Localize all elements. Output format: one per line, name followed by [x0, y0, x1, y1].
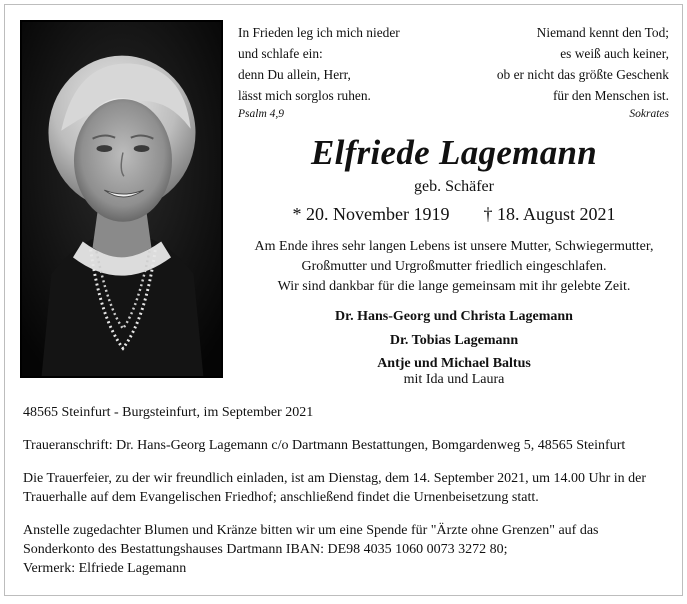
message-line: Am Ende ihres sehr langen Lebens ist unsere Mutter, Schwiegermutter, — [254, 239, 654, 254]
memorial-message — [230, 237, 678, 297]
funeral-service-info: Die Trauerfeier, zu der wir freundlich einladen, ist am Dienstag, dem 14. September 2021, um 14.00 Uhr in der Trauerhalle auf dem Evangelischen Friedhof; anschließend findet die Urnenbeisetzung statt. — [23, 471, 647, 505]
quote-line: für den Menschen ist. — [552, 88, 669, 103]
signer-family-1: Dr. Hans-Georg und Christa Lagemann — [335, 309, 573, 324]
donation-request: Anstelle zugedachter Blumen und Kränze bitten wir um eine Spende für "Ärzte ohne Grenzen" auf das Sonderkonto des Bestattungshauses Dartmann IBAN: DE98 4035 1060 0073 3272 80; — [23, 523, 599, 557]
life-dates — [230, 202, 678, 226]
birth-name: geb. Schäfer — [414, 178, 494, 195]
quote-line: und schlafe ein: — [238, 46, 323, 61]
quote-source: Psalm 4,9 — [238, 108, 284, 120]
family-signers — [230, 305, 678, 388]
portrait-photo — [20, 20, 223, 378]
deceased-name: Elfriede Lagemann — [310, 133, 598, 172]
mourning-address: Traueranschrift: Dr. Hans-Georg Lagemann c/o Dartmann Bestattungen, Bomgardenweg 5, 48565 Steinfurt — [23, 438, 626, 453]
quote-line: In Frieden leg ich mich nieder — [238, 25, 400, 40]
place-date: 48565 Steinfurt - Burgsteinfurt, im September 2021 — [23, 405, 314, 420]
signer-family-3-children: mit Ida und Laura — [403, 371, 505, 387]
birth-date: * 20. November 1919 — [292, 204, 450, 224]
signer-family-2: Dr. Tobias Lagemann — [389, 332, 519, 348]
donation-reference: Vermerk: Elfriede Lagemann — [23, 561, 187, 576]
quote-line: lässt mich sorglos ruhen. — [238, 88, 371, 103]
quote-line: denn Du allein, Herr, — [238, 67, 351, 82]
obituary-notice — [4, 4, 683, 596]
quote-source: Sokrates — [629, 108, 669, 120]
portrait-image — [22, 22, 221, 376]
death-date: † 18. August 2021 — [483, 204, 616, 224]
quote-line: ob er nicht das größte Geschenk — [496, 67, 669, 82]
quote-line: es weiß auch keiner, — [560, 46, 669, 61]
quote-line: Niemand kennt den Tod; — [536, 25, 669, 40]
message-line: Wir sind dankbar für die lange gemeinsam mit ihr gelebte Zeit. — [277, 279, 631, 294]
message-line: Großmutter und Urgroßmutter friedlich eingeschlafen. — [301, 259, 607, 274]
signer-family-3: Antje und Michael Baltus — [377, 356, 531, 371]
psalm-quote — [238, 22, 400, 122]
notice-footer — [23, 403, 668, 578]
socrates-quote — [497, 22, 669, 122]
